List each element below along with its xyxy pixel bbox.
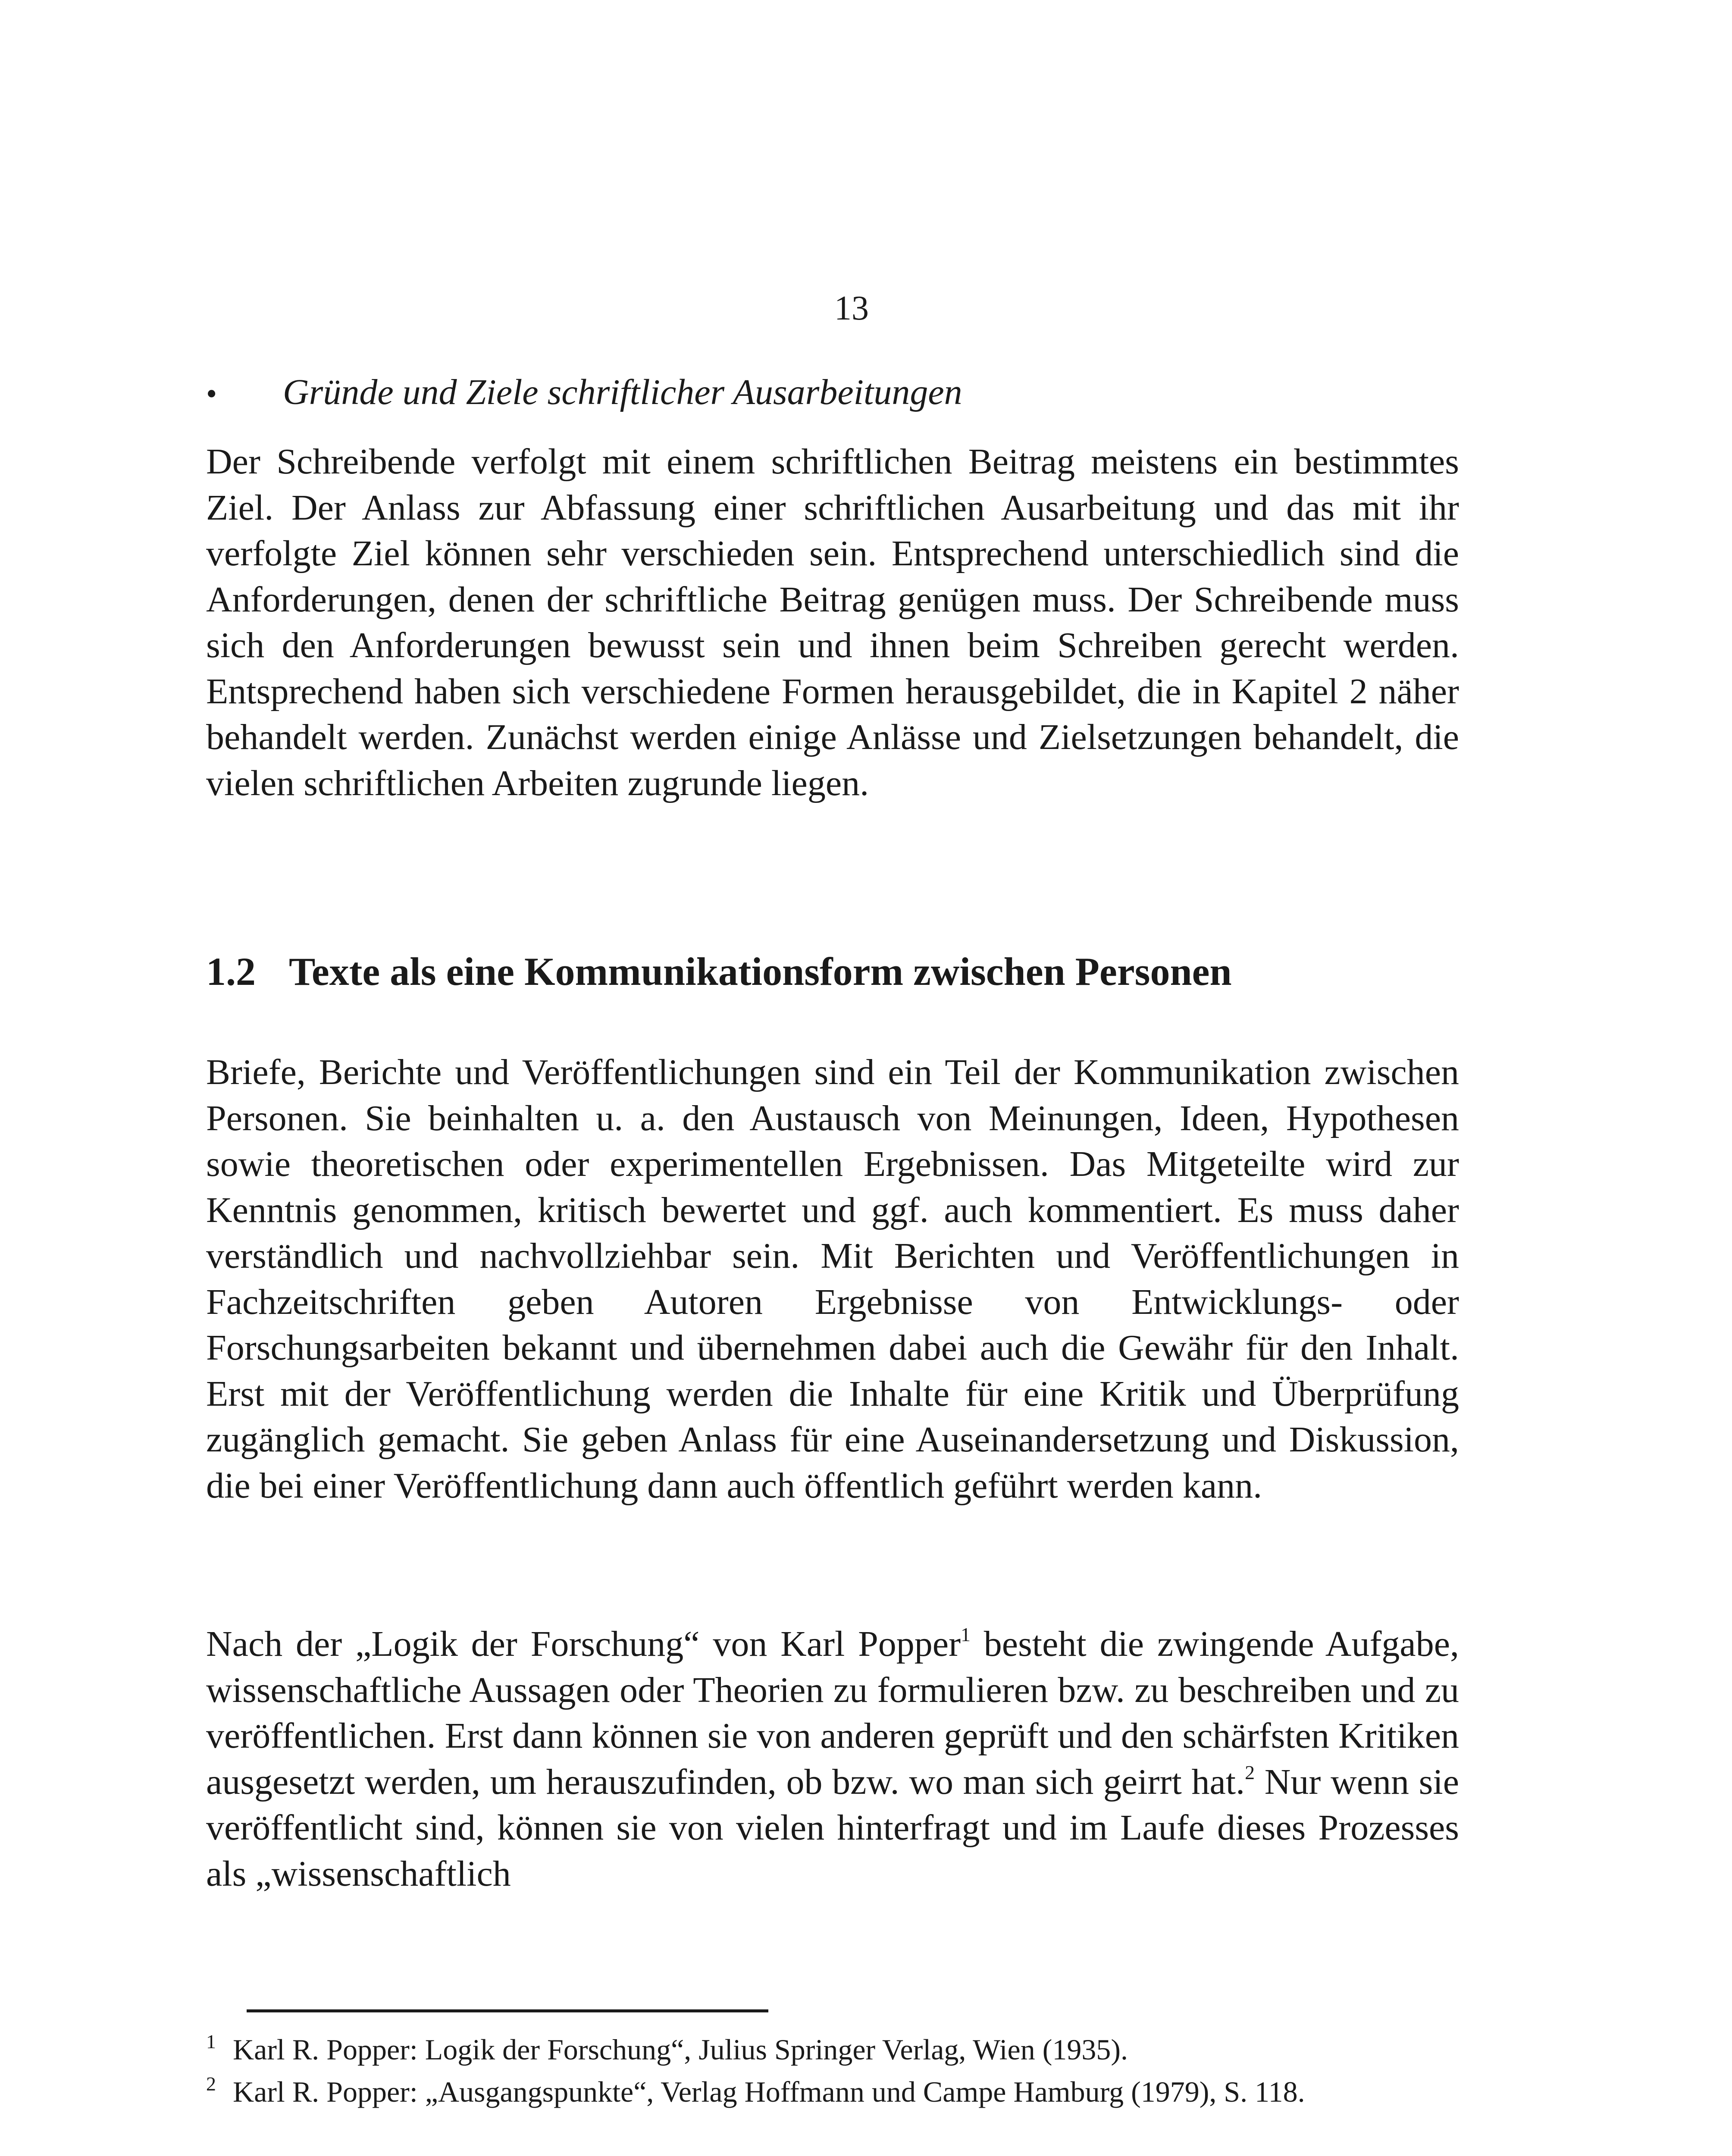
section-heading [206, 948, 1459, 995]
bullet-heading-text: Gründe und Ziele schriftlicher Ausarbeitungen [283, 372, 962, 412]
bullet-heading [206, 371, 1459, 415]
paragraph-popper-part-2: besteht die zwingende Aufgabe, wissenschaftliche Aussagen oder Theorien zu formulieren bzw. zu beschreiben und zu veröffentlichen. Erst dann können sie von anderen geprüft und den schärfsten Kritiken ausgesetzt werden, um herauszufinden, ob bzw. wo man sich geirrt hat. [206, 1624, 1459, 1802]
paragraph-popper-part-1: Nach der „Logik der Forschung“ von Karl Popper [206, 1624, 961, 1664]
paragraph-communication: Briefe, Berichte und Veröffentlichungen sind ein Teil der Kommunikation zwischen Personen. Sie beinhalten u. a. den Austausch von Meinungen, Ideen, Hypothesen sowie theoretischen oder experimentellen Ergebnissen. Das Mitgeteilte wird zur Kenntnis genommen, kritisch bewertet und ggf. auch kommentiert. Es muss daher verständlich und nachvollziehbar sein. Mit Berichten und Veröffentlichungen in Fachzeitschriften geben Autoren Ergebnisse von Entwicklungs- oder Forschungsarbeiten bekannt und übernehmen dabei auch die Gewähr für den Inhalt. Erst mit der Veröffentlichung werden die Inhalte für eine Kritik und Überprüfung zugänglich gemacht. Sie geben Anlass für eine Auseinandersetzung und Diskussion, die bei einer Veröffentlichung dann auch öffentlich geführt werden kann. [206, 1052, 1459, 1506]
page-number: 13 [834, 289, 869, 327]
paragraph-popper-part-3: Nur wenn sie veröffentlicht sind, können sie von vielen hinterfragt und im Laufe dieses Prozesses als „wissenschaftlich [206, 1761, 1459, 1894]
footnote-reference-2[interactable]: 2 [1245, 1761, 1255, 1783]
footnote-1: 1 Karl R. Popper: Logik der Forschung“, Julius Springer Verlag, Wien (1935). [206, 2031, 1128, 2066]
footnote-1-text: Karl R. Popper: Logik der Forschung“, Julius Springer Verlag, Wien (1935). [233, 2033, 1128, 2066]
footnote-2-text: Karl R. Popper: „Ausgangspunkte“, Verlag Hoffmann und Campe Hamburg (1979), S. 118. [233, 2075, 1305, 2108]
footnote-reference-1[interactable]: 1 [961, 1623, 971, 1645]
footnote-2: 2 Karl R. Popper: „Ausgangspunkte“, Verlag Hoffmann und Campe Hamburg (1979), S. 118. [206, 2073, 1305, 2108]
bullet-icon: • [206, 376, 217, 411]
footnote-divider [247, 2009, 768, 2012]
paragraph-popper [206, 1621, 1459, 1897]
section-title: Texte als eine Kommunikationsform zwischen Personen [289, 950, 1232, 993]
paragraph-intro: Der Schreibende verfolgt mit einem schriftlichen Beitrag meistens ein bestimmtes Ziel. Der Anlass zur Abfassung einer schriftlichen Ausarbeitung und das mit ihr verfolgte Ziel können sehr verschieden sein. Entsprechend unterschiedlich sind die Anforderungen, denen der schriftliche Beitrag genügen muss. Der Schreibende muss sich den Anforderungen bewusst sein und ihnen beim Schreiben gerecht werden. Entsprechend haben sich verschiedene Formen herausgebildet, die in Kapitel 2 näher behandelt werden. Zunächst werden einige Anlässe und Zielsetzungen behandelt, die vielen schriftlichen Arbeiten zugrunde liegen. [206, 442, 1459, 803]
section-number: 1.2 [206, 950, 256, 993]
